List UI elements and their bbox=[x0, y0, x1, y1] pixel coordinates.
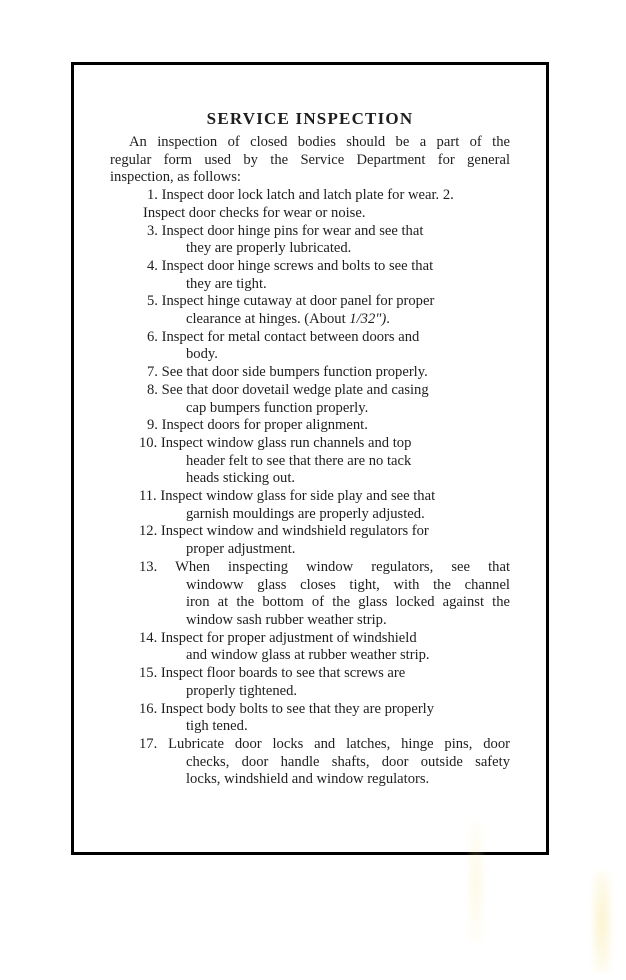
list-line: 9. Inspect doors for proper alignment. bbox=[147, 417, 368, 434]
intro-paragraph bbox=[110, 134, 510, 187]
list-line: they are properly lubricated. bbox=[186, 240, 352, 257]
paragraph-line: inspection, as follows: bbox=[110, 169, 241, 186]
list-line: iron at the bottom of the glass locked against the bbox=[186, 594, 510, 611]
list-line: and window glass at rubber weather strip. bbox=[186, 647, 430, 664]
page-title: SERVICE INSPECTION bbox=[206, 109, 414, 128]
line-text: clearance at hinges. (About bbox=[186, 311, 350, 328]
list-line: 1. Inspect door lock latch and latch plate for wear. 2. bbox=[147, 187, 454, 204]
scan-artifact bbox=[592, 872, 612, 972]
list-line-fraction bbox=[110, 311, 510, 329]
list-line: heads sticking out. bbox=[186, 470, 296, 487]
list-line: they are tight. bbox=[186, 275, 267, 292]
list-line: 12. Inspect window and windshield regulators for bbox=[139, 523, 429, 540]
paragraph-line: An inspection of closed bodies should be a part of the bbox=[129, 134, 510, 150]
list-line: cap bumpers function properly. bbox=[186, 399, 369, 416]
list-line: locks, windshield and window regulators. bbox=[186, 771, 430, 788]
list-line: 11. Inspect window glass for side play and see that bbox=[139, 488, 436, 505]
list-line: 17. Lubricate door locks and latches, hinge pins, door bbox=[139, 735, 510, 752]
list-line: 16. Inspect body bolts to see that they are properly bbox=[139, 700, 435, 717]
list-line: 4. Inspect door hinge screws and bolts to see that bbox=[147, 257, 434, 274]
list-line: windoww glass closes tight, with the channel bbox=[186, 576, 510, 593]
list-line: body. bbox=[186, 346, 218, 363]
list-line: checks, door handle shafts, door outside safety bbox=[186, 753, 510, 770]
list-line: 5. Inspect hinge cutaway at door panel for proper bbox=[147, 293, 435, 310]
list-line: 3. Inspect door hinge pins for wear and see that bbox=[147, 222, 424, 239]
list-line: proper adjustment. bbox=[186, 541, 296, 558]
list-line: 8. See that door dovetail wedge plate and casing bbox=[147, 381, 429, 398]
list-line: tigh tened. bbox=[186, 718, 248, 735]
list-line: window sash rubber weather strip. bbox=[186, 611, 387, 628]
list-line: Inspect door checks for wear or noise. bbox=[143, 204, 366, 221]
list-line: header felt to see that there are no tack bbox=[186, 452, 412, 469]
list-line: 13. When inspecting window regulators, see that bbox=[139, 558, 510, 575]
page-border bbox=[71, 62, 549, 855]
list-line: 6. Inspect for metal contact between doors and bbox=[147, 328, 420, 345]
list-line: 14. Inspect for proper adjustment of windshield bbox=[139, 629, 417, 646]
list-line: properly tightened. bbox=[186, 682, 298, 699]
list-line: 15. Inspect floor boards to see that screws are bbox=[139, 665, 406, 682]
list-line: 10. Inspect window glass run channels and top bbox=[139, 434, 412, 451]
line-text: . bbox=[386, 311, 390, 328]
list-line: 7. See that door side bumpers function properly. bbox=[147, 364, 428, 381]
fraction-italic-text: 1/32") bbox=[349, 311, 387, 328]
inspection-list bbox=[110, 187, 510, 789]
list-line: garnish mouldings are properly adjusted. bbox=[186, 505, 425, 522]
paragraph-line: regular form used by the Service Department for general bbox=[110, 151, 510, 168]
